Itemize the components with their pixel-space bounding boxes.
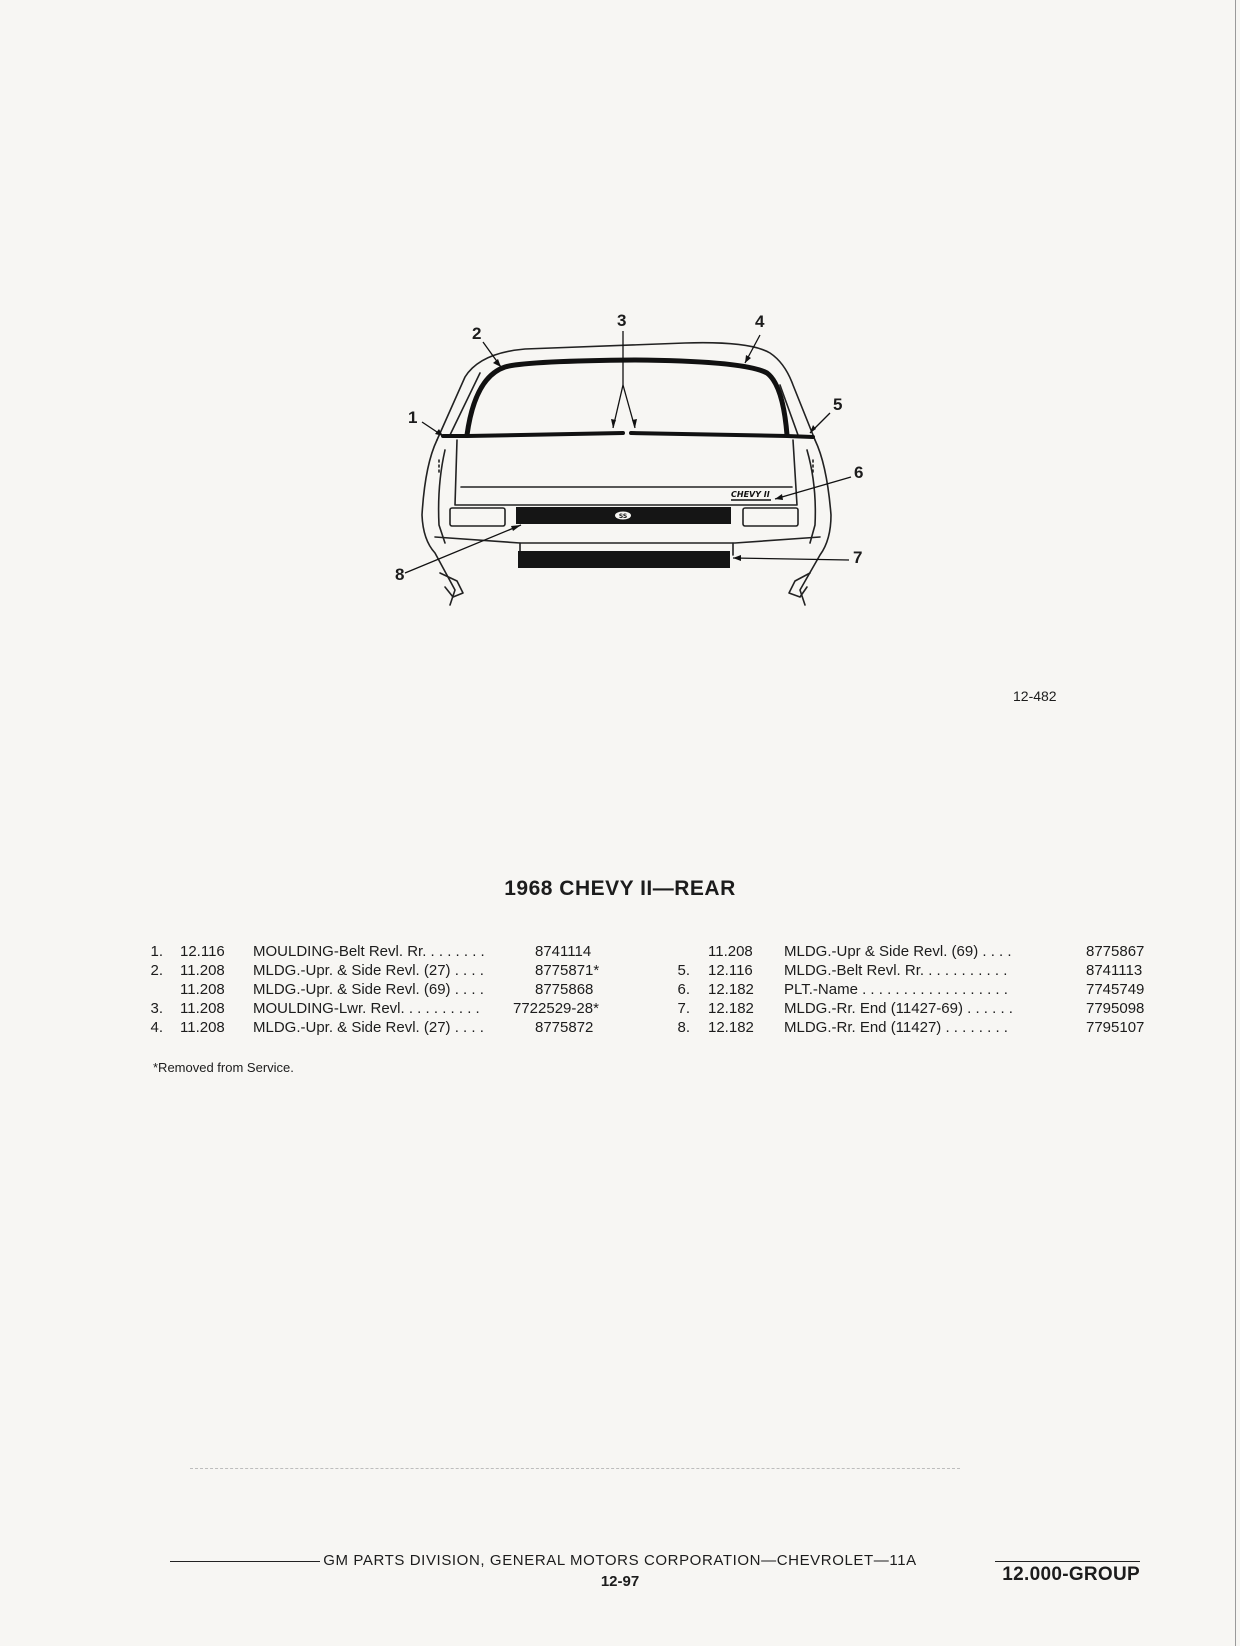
callout-8: 8: [395, 565, 405, 584]
part-number: 8775868: [535, 981, 594, 998]
part-description: MLDG.-Upr. & Side Revl. (69) . . . .: [253, 981, 484, 998]
part-description: MLDG.-Upr & Side Revl. (69) . . . .: [784, 943, 1012, 960]
group-number: 12.182: [708, 981, 754, 998]
item-number: 1.: [150, 943, 163, 960]
name-plate: CHEVY II: [731, 490, 770, 499]
part-description: MLDG.-Belt Revl. Rr. . . . . . . . . . .: [784, 962, 1008, 979]
part-number: 7795107: [1086, 1019, 1145, 1036]
part-description: MOULDING-Lwr. Revl. . . . . . . . . .: [253, 1000, 480, 1017]
figure-number: 12-482: [1013, 688, 1057, 704]
page-title: 1968 CHEVY II—REAR: [504, 877, 736, 900]
callout-4: 4: [755, 312, 765, 331]
footer-publisher: GM PARTS DIVISION, GENERAL MOTORS CORPORATION—CHEVROLET—11A: [323, 1552, 917, 1569]
part-number: 8775872: [535, 1019, 594, 1036]
item-number: 7.: [677, 1000, 690, 1017]
car-rear-illustration: [395, 315, 915, 635]
page-edge: [1232, 0, 1236, 1646]
service-note: *Removed from Service.: [153, 1060, 294, 1075]
callout-3: 3: [617, 311, 627, 330]
rear-view-diagram: [395, 311, 915, 635]
group-number: 11.208: [180, 981, 225, 998]
part-description: MOULDING-Belt Revl. Rr. . . . . . . .: [253, 943, 485, 960]
item-number: 6.: [677, 981, 690, 998]
part-number: 8775867: [1086, 943, 1145, 960]
item-number: 3.: [150, 1000, 163, 1017]
callout-6: 6: [854, 463, 864, 482]
callout-2: 2: [472, 324, 482, 343]
part-number: 8775871*: [535, 962, 600, 979]
part-description: PLT.-Name . . . . . . . . . . . . . . . . . .: [784, 981, 1008, 998]
group-number: 12.116: [180, 943, 225, 960]
group-number: 11.208: [180, 962, 225, 979]
rear-end-moulding: [518, 551, 730, 568]
item-number: 5.: [677, 962, 690, 979]
group-number: 11.208: [180, 1019, 225, 1036]
callout-5: 5: [833, 395, 843, 414]
part-description: MLDG.-Upr. & Side Revl. (27) . . . .: [253, 962, 484, 979]
part-number: 7722529-28*: [513, 1000, 599, 1017]
callout-1: 1: [408, 408, 418, 427]
divider: [190, 1468, 960, 1469]
emblem-text: SS: [618, 513, 628, 520]
part-description: MLDG.-Upr. & Side Revl. (27) . . . .: [253, 1019, 484, 1036]
part-number: 7795098: [1086, 1000, 1145, 1017]
group-number: 12.116: [708, 962, 753, 979]
group-number: 11.208: [708, 943, 753, 960]
group-number: 11.208: [180, 1000, 225, 1017]
part-number: 7745749: [1086, 981, 1145, 998]
part-number: 8741114: [535, 943, 592, 960]
part-description: MLDG.-Rr. End (11427) . . . . . . . .: [784, 1019, 1008, 1036]
item-number: 8.: [677, 1019, 690, 1036]
page-number: 12-97: [600, 1573, 640, 1590]
belt-moulding: [443, 433, 813, 437]
item-number: 2.: [150, 962, 163, 979]
callout-7: 7: [853, 548, 863, 567]
group-number: 12.182: [708, 1000, 754, 1017]
group-label: 12.000-GROUP: [1002, 1564, 1140, 1585]
item-number: 4.: [150, 1019, 163, 1036]
part-description: MLDG.-Rr. End (11427-69) . . . . . .: [784, 1000, 1013, 1017]
part-number: 8741113: [1086, 962, 1143, 979]
group-number: 12.182: [708, 1019, 754, 1036]
